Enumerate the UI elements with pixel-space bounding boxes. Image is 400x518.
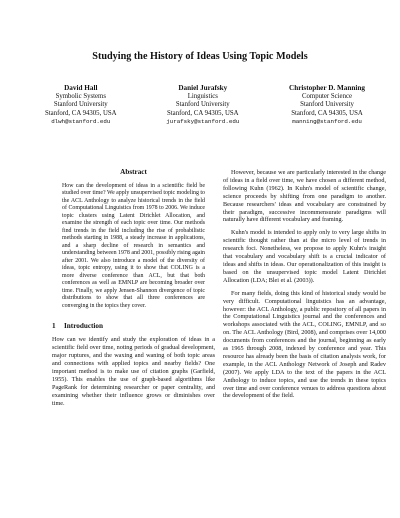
author-affiliation: Stanford University	[175, 101, 230, 109]
author-1	[45, 84, 117, 127]
author-name: Daniel Jurafsky	[178, 84, 228, 92]
body-paragraph-2: Kuhn's model is intended to apply only to very large shifts in scientific thought rather than at the micro level of trends in research foci. Nonetheless, we propose to apply Kuhn's insight that vocabulary and vocabulary shift is a crucial indicator of ideas and shifts in ideas. Our operationalization of this insight is based on the unsupervised topic model Latent Dirichlet Allocation (LDA; Blei et al. (2003)).	[223, 229, 386, 284]
section-title: Introduction	[64, 322, 104, 331]
author-email: dlwh@stanford.edu	[51, 118, 111, 126]
abstract-text: How can the development of ideas in a scientific field be studied over time? We apply unsupervised topic modeling to the ACL Anthology to analyze historical trends in the field of Computational Linguistics from 1978 to 2006. We induce topic clusters using Latent Dirichlet Allocation, and examine the strength of each topic over time. Our methods find trends in the field including the rise of probabilistic methods starting in 1988, a steady increase in applications, and a sharp decline of research in semantics and understanding between 1978 and 2001, possibly rising again after 2001. We also introduce a model of the diversity of ideas, topic entropy, using it to show that COLING is a more diverse conference than ACL, but that both conferences as well as EMNLP are becoming broader over time. Finally, we apply Jensen-Shannon divergence of topic distributions to show that all three conferences are converging in the topics they cover.	[62, 182, 205, 309]
author-affiliation: Stanford University	[300, 101, 354, 109]
body-paragraph-1: However, because we are particularly interested in the change of ideas in a field over time, we have chosen a different method, following Kuhn (1962). In Kuhn's model of scientific change, science proceeds by shifting from one paradigm to another. Because researchers' ideas and vocabulary are constrained by their paradigm, successive incommensurate paradigms will naturally have different vocabulary and framing.	[223, 169, 386, 224]
right-column	[223, 169, 386, 405]
author-3	[289, 84, 365, 127]
author-email: jurafsky@stanford.edu	[166, 118, 240, 126]
author-dept: Symbolic Systems	[55, 92, 106, 100]
author-affiliation: Stanford University	[53, 101, 108, 109]
author-address: Stanford, CA 94305, USA	[45, 109, 117, 117]
left-column	[52, 169, 215, 412]
author-name: David Hall	[64, 84, 98, 92]
paper-title: Studying the History of Ideas Using Topic Models	[92, 51, 308, 62]
section-heading-introduction	[52, 323, 215, 331]
author-address: Stanford, CA 94305, USA	[291, 109, 363, 117]
author-address: Stanford, CA 94305, USA	[167, 109, 239, 117]
section-number: 1	[52, 322, 56, 331]
author-name: Christopher D. Manning	[289, 84, 365, 92]
body-paragraph-3: For many fields, doing this kind of historical study would be very difficult. Computational linguistics has an advantage, however: the ACL Anthology, a public repository of all papers in the Computational Linguistics journal and the conferences and workshops associated with the ACL, COLING, EMNLP, and so on. The ACL Anthology (Bird, 2008), and comprises over 14,000 documents from conferences and the journal, beginning as early as 1965 through 2008, indexed by conference and year. This resource has already been the basis of citation analysis work, for example, in the ACL Anthology Network of Joseph and Radev (2007). We apply LDA to the text of the papers in the ACL Anthology to induce topics, and use the trends in these topics over time and over conference venues to address questions about the development of the field.	[223, 289, 386, 400]
author-dept: Computer Science	[301, 92, 353, 100]
author-block	[45, 84, 365, 127]
author-dept: Linguistics	[187, 92, 218, 100]
author-email: manning@stanford.edu	[292, 118, 362, 126]
abstract-heading: Abstract	[120, 168, 147, 176]
intro-paragraph-1: How can we identify and study the exploration of ideas in a scientific field over time, noting periods of gradual development, major ruptures, and the waxing and waning of both topic areas and connections with applied topics and nearby fields? One important method is to make use of citation graphs (Garfield, 1955). This enables the use of graph-based algorithms like PageRank for determining researcher or paper centrality, and examining whether their influence grows or diminishes over time.	[52, 336, 215, 407]
author-2	[166, 84, 239, 127]
